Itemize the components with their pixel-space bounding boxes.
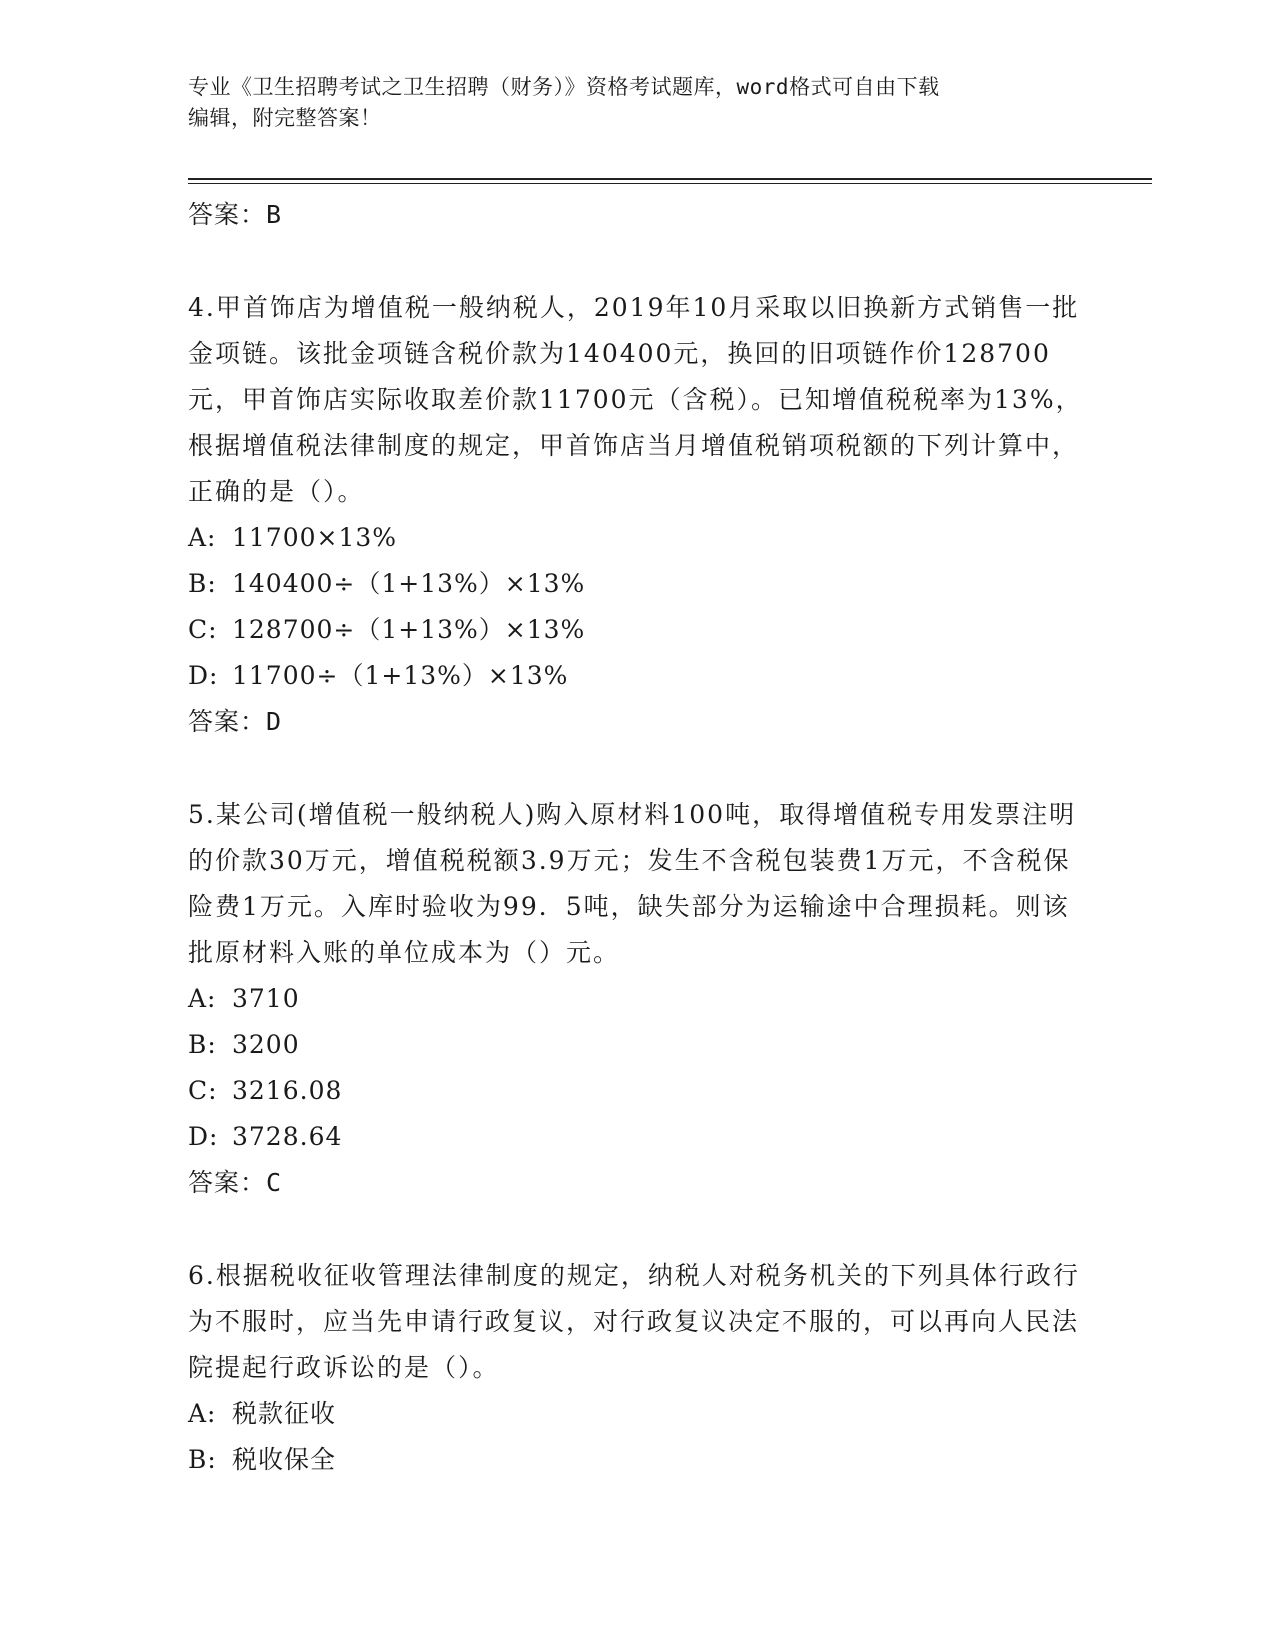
option-text: 税收保全	[232, 1445, 337, 1474]
option-text: 11700×13%	[232, 523, 398, 552]
option-text: 140400÷（1+13%）×13%	[232, 569, 586, 598]
option-letter: A:	[188, 984, 217, 1013]
option-a	[188, 515, 1088, 561]
option-letter: D:	[188, 661, 219, 690]
option-text: 税款征收	[232, 1399, 337, 1428]
option-letter: C:	[188, 615, 218, 644]
option-b	[188, 561, 1088, 607]
option-letter: B:	[188, 569, 217, 598]
header-divider-thin	[188, 183, 1152, 184]
option-letter: C:	[188, 1076, 218, 1105]
option-c	[188, 1068, 1088, 1114]
option-d	[188, 653, 1088, 699]
option-text: 3728.64	[232, 1122, 343, 1151]
option-letter: A:	[188, 523, 217, 552]
header-line-2: 编辑，附完整答案！	[188, 106, 382, 130]
option-text: 3710	[232, 984, 300, 1013]
header-divider-thick	[188, 178, 1152, 180]
option-letter: B:	[188, 1030, 217, 1059]
question-text: 4.甲首饰店为增值税一般纳税人，2019年10月采取以旧换新方式销售一批金项链。该批金项链含税价款为140400元，换回的旧项链作价128700元，甲首饰店实际收取差价款11700元（含税）。已知增值税税率为13%，根据增值税法律制度的规定，甲首饰店当月增值税销项税额的下列计算中，正确的是（）。	[188, 293, 1083, 506]
question-6	[188, 1253, 1088, 1483]
question-text: 5.某公司(增值税一般纳税人)购入原材料100吨，取得增值税专用发票注明的价款30万元，增值税税额3.9万元；发生不含税包装费1万元，不含税保险费1万元。入库时验收为99．5吨，缺失部分为运输途中合理损耗。则该批原材料入账的单位成本为（）元。	[188, 800, 1077, 967]
option-text: 3216.08	[232, 1076, 343, 1105]
option-text: 128700÷（1+13%）×13%	[232, 615, 586, 644]
option-a	[188, 976, 1088, 1022]
answer-label: 答案：D	[188, 707, 283, 736]
option-letter: A:	[188, 1399, 217, 1428]
header-line-1: 专业《卫生招聘考试之卫生招聘（财务）》资格考试题库，word格式可自由下载	[188, 75, 940, 99]
question-4	[188, 285, 1088, 745]
option-c	[188, 607, 1088, 653]
question-list	[188, 192, 1088, 1483]
option-text: 3200	[232, 1030, 300, 1059]
option-b	[188, 1022, 1088, 1068]
question-text: 6.根据税收征收管理法律制度的规定，纳税人对税务机关的下列具体行政行为不服时，应当先申请行政复议，对行政复议决定不服的，可以再向人民法院提起行政诉讼的是（）。	[188, 1261, 1080, 1382]
option-b	[188, 1437, 1088, 1483]
option-d	[188, 1114, 1088, 1160]
document-header	[188, 72, 1068, 134]
previous-answer: 答案：B	[188, 200, 283, 229]
answer-label: 答案：C	[188, 1168, 283, 1197]
option-letter: D:	[188, 1122, 219, 1151]
option-text: 11700÷（1+13%）×13%	[232, 661, 569, 690]
option-letter: B:	[188, 1445, 217, 1474]
question-5	[188, 792, 1088, 1206]
option-a	[188, 1391, 1088, 1437]
